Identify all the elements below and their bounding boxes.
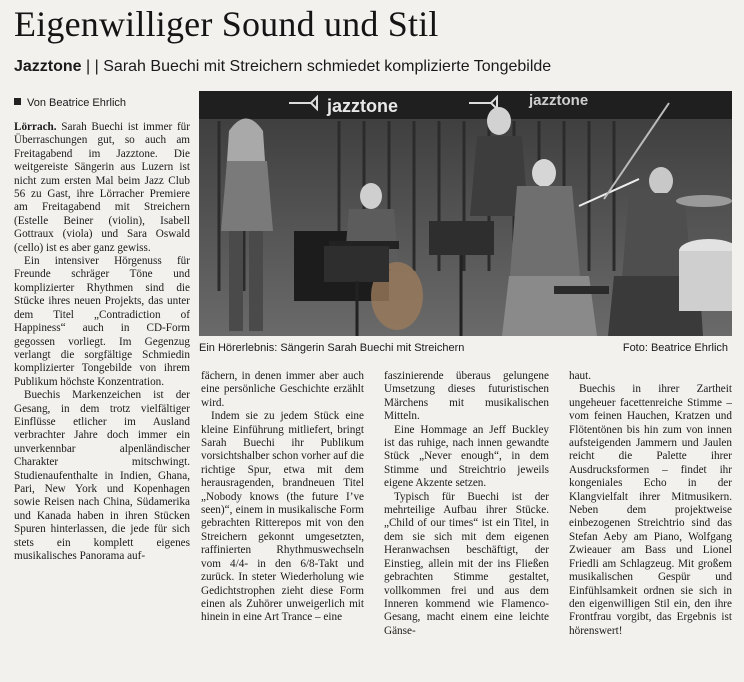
column-3 — [384, 370, 549, 677]
subheadline-line — [14, 56, 734, 78]
column-4 — [569, 370, 732, 677]
dateline: Lörrach. — [14, 121, 57, 133]
byline-text: Von Beatrice Ehrlich — [27, 97, 127, 109]
headline: Eigenwilliger Sound und Stil — [14, 4, 439, 44]
photo-credit: Foto: Beatrice Ehrlich — [622, 342, 728, 354]
paragraph: Eine Hommage an Jeff Buckley ist das ruhige, nach innen gewandte Stück „Never enough“, in dem Stimme und Streichtrio jeweils eigene Akzente setzen. — [384, 423, 549, 490]
paragraph: fächern, in denen immer aber auch eine persönliche Geschichte erzählt wird. — [201, 370, 364, 409]
sign-text: jazztone — [327, 96, 399, 116]
column-2 — [201, 370, 364, 677]
paragraph: Indem sie zu jedem Stück eine kleine Einführung mitliefert, bringt Sarah Buechi ihr Publikum vorsichtshalber schon vorher auf die richtige Spur, etwa mit dem herausragenden, brandneuen Titel „Nobody knows (the future I’ve seen)“, einem in musikalische Form gebrachten Ritterepos mit von den Streichern gekonnt umgesetzten, raffinierten Rhythmuswechseln vom 4/4- in den 6/8-Takt und zurück. In steter Wiederholung wie Gedichtstrophen zieht diese Form einen als Zuhörer unweigerlich mit hinein in eine Art Trance – eine — [201, 410, 364, 624]
paragraph: Buechis Markenzeichen ist der Gesang, in dem trotz vielfältiger Einflüsse etlicher im Ausland verbrachter Jahre doch immer ein unverkennbar alpenländischer Charakter mitschwingt. Studienaufenthalte in Indien, Ghana, Pari, New York und Kopenhagen sowie Reisen nach China, Südamerika und Kanada haben in ihren Stücken Spuren hinterlassen, die jede für sich stets ein komplett eigenes musikalisches Panorama auf- — [14, 389, 190, 562]
paragraph: Buechis in ihrer Zartheit ungeheuer facettenreiche Stimme – vom feinen Hauchen, Kratzen und Flötentönen bis hin zum von innen aufsteigenden Jammern und Jaulen reicht die Palette ihrer Ausdrucksformen – findet ihr kongeniales Echo in der Klangvielfalt ihrer Mitmusikern. Neben dem projektweise einbezogenen Streichtrio sind das Stefan Aeby am Piano, Wolfgang Zwieauer am Bass und Lionel Friedli am Schlagzeug. Mit großem musikalischen Gespür und Einfühlsamkeit ordnen sie sich in den eigenwilligen Stil ein, den ihre Frontfrau vorgibt, das Ergebnis ist hörenswert! — [569, 383, 732, 637]
paragraph-text: Sarah Buechi ist immer für Überraschungen gut, so auch am Freitagabend im Jazztone. Die weitgereiste Sängerin aus Luzern ist nicht zum ersten Mal beim Jazz Club 56 zu Gast, ihre Lörracher Premiere am Freitagabend mit Streichern (Estelle Beiner (violin), Isabell Gottraux (viola) und Sara Oswald (cello) ist es aber ganz gewiss. — [14, 121, 190, 254]
column-1 — [14, 121, 190, 677]
paragraph: haut. — [569, 370, 592, 382]
paragraph: faszinierende überaus gelungene Umsetzung dieses futuristischen Märchens mit musikalischen Mitteln. — [384, 370, 549, 423]
paragraph: Ein intensiver Hörgenuss für Freunde schräger Töne und komplizierter Rhythmen sind die Stücke ihres neuen Projekts, das unter dem Titel „Contradiction of Happiness“ auch in CD-Form gegossen vorliegt. Im Gegenzug verlangt die sorgfältige Schmiedin komplizierter Tongebilde von ihrem Publikum höchste Konzentration. — [14, 255, 190, 388]
bullet-square-icon — [14, 98, 21, 105]
sign-text-2: jazztone — [529, 92, 589, 109]
photo-caption — [199, 341, 732, 357]
subheadline: Sarah Buechi mit Streichern schmiedet komplizierte Tongebilde — [103, 58, 552, 75]
paragraph: Typisch für Buechi ist der mehrteilige Aufbau ihrer Stücke. „Child of our times“ ist ein Titel, in dem sie sich mit dem eigenen Heranwachsen beschäftigt, der Einstieg, allein mit der ins Fließen gebrachten Stimme gestaltet, vollkommen frei und aus dem Inneren kommend wie Flamenco-Gesang, macht einem eine leichte Gänse- — [384, 490, 549, 637]
kicker-separator: | | — [86, 58, 99, 75]
paragraph — [14, 121, 190, 255]
byline — [14, 96, 126, 112]
concert-photo — [199, 91, 732, 336]
caption-text: Ein Hörerlebnis: Sängerin Sarah Buechi mit Streichern — [199, 342, 465, 354]
kicker: Jazztone — [14, 58, 82, 75]
